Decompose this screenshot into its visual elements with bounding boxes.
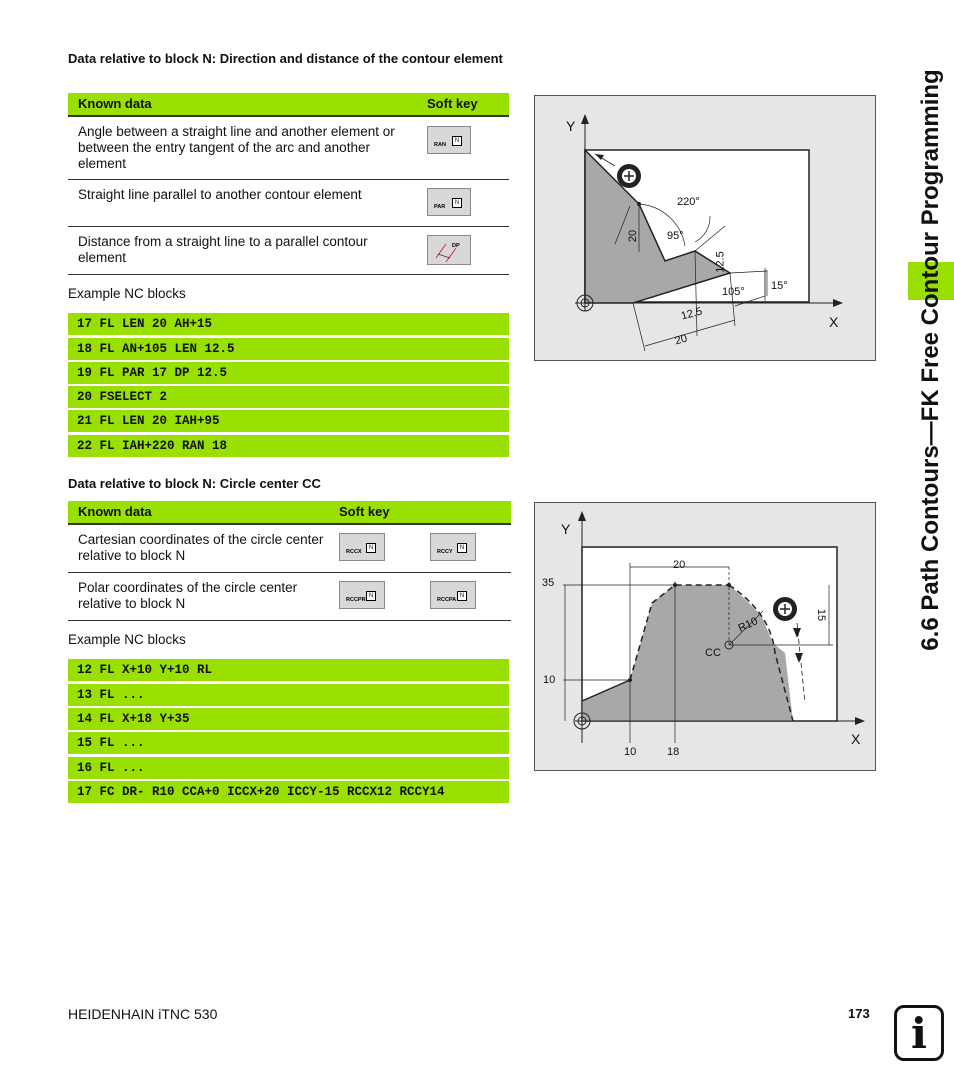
nc-block	[68, 732, 509, 754]
softkey-n-box: N	[452, 198, 462, 208]
row-text: Straight line parallel to another contour element	[78, 187, 362, 202]
example-label-2: Example NC blocks	[68, 632, 186, 647]
nc-block-text: 17 FC DR- R10 CCA+0 ICCX+20 ICCY-15 RCCX12 RCCY14	[77, 785, 445, 799]
dp-softkey[interactable]	[427, 235, 471, 265]
dim-label: 12.5	[714, 251, 727, 273]
dim-label: 105°	[722, 286, 745, 298]
softkey-label: RCCPA	[437, 597, 457, 603]
softkey-n-box: N	[452, 136, 462, 146]
chapter-title: 6.6 Path Contours—FK Free Contour Programming	[917, 69, 944, 651]
table-row	[68, 525, 511, 573]
row-text: Cartesian coordinates of the circle center relative to block N	[78, 532, 324, 563]
table-row	[68, 227, 509, 275]
section1-heading: Data relative to block N: Direction and distance of the contour element	[68, 51, 503, 66]
softkey-n-box: N	[457, 591, 467, 601]
rccx-softkey[interactable]	[339, 533, 385, 561]
page-number: 173	[848, 1006, 870, 1021]
softkey-label: RCCX	[346, 549, 362, 555]
nc-block-text: 18 FL AN+105 LEN 12.5	[77, 342, 235, 356]
dim-label: 220°	[677, 196, 700, 208]
nc-block	[68, 362, 509, 384]
rccy-softkey[interactable]	[430, 533, 476, 561]
col-known-data: Known data	[78, 504, 152, 519]
table-header	[68, 93, 509, 117]
dim-label: 10	[543, 674, 556, 686]
softkey-label: RCCY	[437, 549, 453, 555]
softkey-n-box: N	[366, 591, 376, 601]
table-header	[68, 501, 511, 525]
nc-block	[68, 708, 509, 730]
row-text: Polar coordinates of the circle center relative to block N	[78, 580, 298, 611]
section2-heading: Data relative to block N: Circle center CC	[68, 476, 321, 491]
nc-block	[68, 659, 509, 681]
table-row	[68, 180, 509, 227]
col-soft-key: Soft key	[427, 96, 478, 111]
dim-label: R10	[736, 615, 760, 635]
dim-label: 15	[815, 608, 828, 622]
x-axis-label: X	[829, 314, 839, 330]
nc-block	[68, 386, 509, 408]
y-axis-label: Y	[561, 521, 571, 537]
dim-label: 10	[624, 746, 637, 758]
contour-diagram-1	[534, 95, 876, 361]
x-axis-label: X	[851, 731, 861, 747]
nc-block	[68, 684, 509, 706]
dim-label: 15°	[771, 280, 788, 292]
col-soft-key: Soft key	[339, 504, 390, 519]
dim-label: 18	[667, 746, 680, 758]
softkey-n-box: N	[457, 543, 467, 553]
example-label-1: Example NC blocks	[68, 286, 186, 301]
row-text: Angle between a straight line and another element or between the entry tangent of the arc and another element	[78, 124, 395, 171]
rccpa-softkey[interactable]	[430, 581, 476, 609]
col-known-data: Known data	[78, 96, 152, 111]
softkey-label: RAN	[434, 142, 446, 148]
dim-label: 20	[673, 559, 686, 571]
cc-label: CC	[705, 647, 721, 659]
softkey-n-box: N	[366, 543, 376, 553]
softkey-label: RCCPR	[346, 597, 366, 603]
y-axis-label: Y	[566, 118, 576, 134]
dim-label: 20	[673, 332, 689, 348]
nc-block-text: 21 FL LEN 20 IAH+95	[77, 414, 220, 428]
nc-block	[68, 781, 509, 803]
row-text: Distance from a straight line to a parallel contour element	[78, 234, 368, 265]
nc-block	[68, 313, 509, 335]
dim-label: 20	[627, 229, 640, 243]
known-data-table-1	[68, 93, 509, 275]
rccpr-softkey[interactable]	[339, 581, 385, 609]
dim-label: 12.5	[679, 305, 704, 323]
nc-block-text: 12 FL X+10 Y+10 RL	[77, 663, 213, 677]
nc-block-text: 17 FL LEN 20 AH+15	[77, 317, 213, 331]
nc-block-text: 20 FSELECT 2	[77, 390, 168, 404]
nc-block-text: 13 FL ...	[77, 688, 145, 702]
softkey-label: PAR	[434, 204, 446, 210]
nc-block-text: 16 FL ...	[77, 761, 145, 775]
table-row	[68, 117, 509, 180]
softkey-label: DP	[452, 243, 460, 249]
info-icon: i	[894, 1005, 944, 1061]
nc-block	[68, 338, 509, 360]
nc-block	[68, 757, 509, 779]
par-softkey[interactable]	[427, 188, 471, 216]
dim-label: 35	[542, 577, 555, 589]
nc-block-text: 19 FL PAR 17 DP 12.5	[77, 366, 228, 380]
nc-block-text: 14 FL X+18 Y+35	[77, 712, 190, 726]
ran-softkey[interactable]	[427, 126, 471, 154]
table-row	[68, 573, 511, 621]
nc-block	[68, 410, 509, 432]
footer-product: HEIDENHAIN iTNC 530	[68, 1006, 218, 1022]
nc-block	[68, 435, 509, 457]
nc-block-text: 22 FL IAH+220 RAN 18	[77, 439, 228, 453]
parallel-lines-icon	[428, 236, 472, 266]
dim-label: 95°	[667, 230, 684, 242]
nc-block-text: 15 FL ...	[77, 736, 145, 750]
contour-diagram-2	[534, 502, 876, 771]
known-data-table-2	[68, 501, 511, 621]
